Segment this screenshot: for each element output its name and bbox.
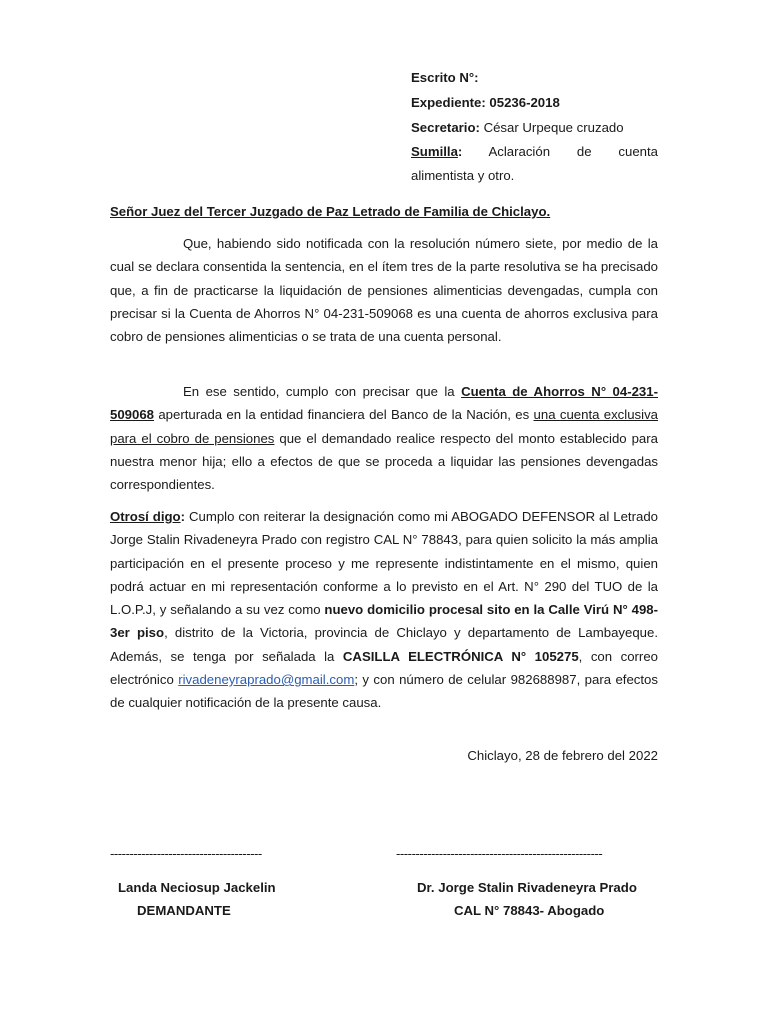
paragraph-otrosi — [110, 505, 658, 715]
paragraph-account-clarification — [110, 380, 658, 496]
casilla-electronica-bold: CASILLA ELECTRÓNICA N° 105275 — [342, 648, 579, 664]
email-link[interactable]: rivadeneyraprado@gmail.com — [178, 672, 355, 688]
document-date: Chiclayo, 28 de febrero del 2022 — [467, 748, 658, 763]
paragraph3-text-3: , con correo electrónico — [110, 648, 658, 688]
domicilio-procesal-bold: nuevo domicilio procesal sito en la Calle Virú N° 498-3er piso — [110, 602, 659, 641]
otrosi-label: Otrosí digo — [110, 509, 181, 524]
account-number-bold: Cuenta de Ahorros N° 04-231-509068 — [110, 384, 658, 423]
paragraph2-text-3: que el demandado realice respecto del monto establecido para nuestra menor hija; ello a efectos de que se proceda a liquidar las pensiones devengadas correspondientes. — [110, 430, 658, 493]
document-header — [411, 65, 658, 188]
paragraph3-text-2: , distrito de la Victoria, provincia de Chiclayo y departamento de Lambayeque. Además, se tenga por señalada la — [110, 625, 659, 664]
paragraph-notification-text: Que, habiendo sido notificada con la resolución número siete, por medio de la cual se declara consentida la sentencia, en el ítem tres de la parte resolutiva se ha precisado que, a fin de practicarse la liquidación de pensiones alimenticias devengadas, cumpla con precisar si la Cuenta de Ahorros N° 04-231-509068 es una cuenta de ahorros exclusiva para cobro de pensiones alimenticias o se trata de una cuenta personal. — [110, 236, 658, 345]
sumilla-label: Sumilla — [411, 144, 458, 159]
secretario-line — [411, 115, 658, 140]
sumilla-line — [411, 140, 658, 164]
paragraph2-text-2: aperturada en la entidad financiera del Banco de la Nación, es — [154, 407, 534, 423]
sumilla-colon: : — [457, 144, 463, 159]
left-signature-line: --------------------------------------- — [110, 847, 262, 861]
right-signature-line: ----------------------------------------------------- — [396, 847, 603, 861]
expediente-number: Expediente: 05236-2018 — [411, 95, 560, 110]
escrito-label: Escrito N°: — [411, 70, 479, 85]
exclusive-account-underlined: una cuenta exclusiva para el cobro de pensiones — [110, 407, 658, 446]
plaintiff-name: Landa Neciosup Jackelin — [118, 880, 276, 895]
sumilla-text-continued: alimentista y otro. — [411, 168, 515, 183]
secretario-label: Secretario: — [411, 120, 480, 135]
paragraph3-text-1: Cumplo con reiterar la designación como mi ABOGADO DEFENSOR al Letrado Jorge Stalin Rivadeneyra Prado con registro CAL N° 78843, para quien solicito la más amplia participación en el presente proceso y me represente indistintamente en el mismo, quien podrá actuar en mi representación conforme a lo previsto en el Art. N° 290 del TUO de la L.O.P.J, y señalando a su vez como — [110, 509, 658, 618]
otrosi-colon: : — [180, 509, 186, 524]
lawyer-registration: CAL N° 78843- Abogado — [454, 903, 605, 918]
paragraph3-text-4: ; y con número de celular 982688987, para efectos de cualquier notificación de la presente causa. — [110, 672, 658, 711]
lawyer-name: Dr. Jorge Stalin Rivadeneyra Prado — [417, 880, 637, 895]
sumilla-text: Aclaración de cuenta — [488, 144, 659, 159]
plaintiff-role: DEMANDANTE — [137, 903, 231, 918]
addressee-line: Señor Juez del Tercer Juzgado de Paz Letrado de Familia de Chiclayo. — [110, 204, 551, 219]
paragraph-notification — [110, 232, 658, 348]
secretario-name: César Urpeque cruzado — [479, 120, 624, 135]
paragraph2-text-1: En ese sentido, cumplo con precisar que la — [183, 384, 462, 399]
